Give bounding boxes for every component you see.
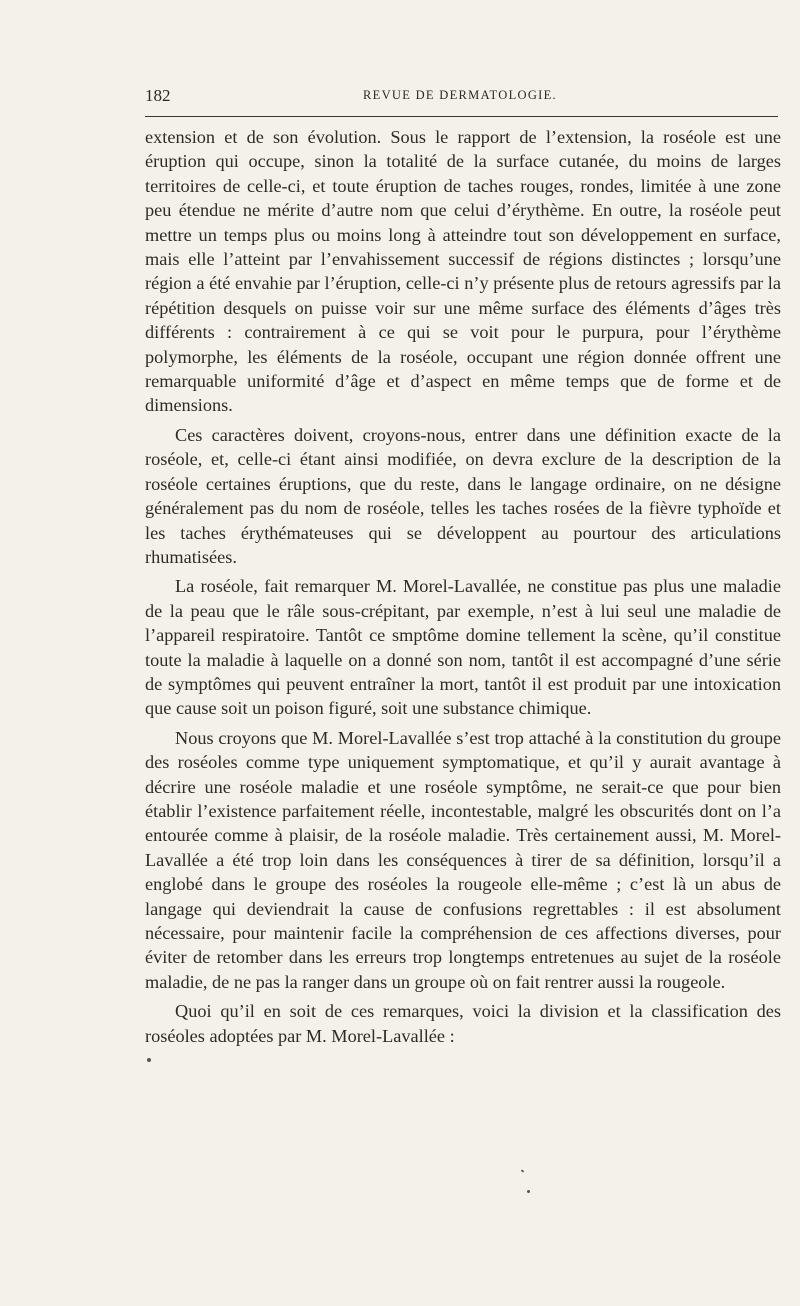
header-rule <box>145 116 778 117</box>
running-head: REVUE DE DERMATOLOGIE. <box>363 88 557 102</box>
paragraph-3: La roséole, fait remarquer M. Morel-Lavallée, ne constitue pas plus une maladie de la peau que le râle sous-crépitant, par exemple, n’est à lui seul une maladie de l’appareil respiratoire. Tantôt ce smptôme domine tellement la scène, qu’il constitue toute la maladie à laquelle on a donné son nom, tantôt il est accompagné d’une série de symptômes qui peuvent entraîner la mort, tantôt il est produit par une intoxication que cause soit un poison figuré, soit une substance chimique. <box>145 576 781 719</box>
page-number: 182 <box>145 86 171 105</box>
paragraph-1: extension et de son évolution. Sous le rapport de l’extension, la roséole est une éruption qui occupe, sinon la totalité de la surface cutanée, du moins de larges territoires de celle-ci, et toute éruption de taches rouges, rondes, limitée à une zone peu étendue ne mérite d’autre nom que celui d’érythème. En outre, la roséole peut mettre un temps plus ou moins long à atteindre tout son développement en surface, mais elle l’atteint par l’envahissement successif de régions distinctes ; lorsqu’une région a été envahie par l’éruption, celle-ci n’y présente plus de retours agressifs par la répétition desquels on puisse voir sur une même surface des éléments d’âges très différents : contrairement à ce qui se voit pour le purpura, pour l’érythème polymorphe, les éléments de la roséole, occupant une région donnée offrent une remarquable uniformité d’âge et d’aspect en même temps que de forme et de dimensions. <box>145 127 781 416</box>
speck <box>527 1190 530 1193</box>
page-header <box>145 86 775 108</box>
body-text <box>145 125 781 1053</box>
speck <box>147 1058 151 1062</box>
paragraph-5: Quoi qu’il en soit de ces remarques, voici la division et la classification des roséoles adoptées par M. Morel-Lavallée : <box>145 1001 781 1046</box>
paragraph-2: Ces caractères doivent, croyons-nous, entrer dans une définition exacte de la roséole, et, celle-ci étant ainsi modifiée, on devra exclure de la description de la roséole certaines éruptions, que du reste, dans le langage ordinaire, on ne désigne généralement pas du nom de roséole, telles les taches rosées de la fièvre typhoïde et les taches érythémateuses qui se développent au pourtour des articulations rhumatisées. <box>145 424 781 567</box>
speck <box>521 1169 525 1172</box>
paragraph-4: Nous croyons que M. Morel-Lavallée s’est trop attaché à la constitution du groupe des roséoles comme type uniquement symptomatique, et qu’il y aurait avantage à décrire une roséole maladie et une roséole symptôme, ne serait-ce que pour bien établir l’existence parfaitement réelle, incontestable, malgré les obscurités dont on l’a entourée comme à plaisir, de la roséole maladie. Très certainement aussi, M. Morel-Lavallée a été trop loin dans les conséquences à tirer de sa définition, lorsqu’il a englobé dans le groupe des roséoles la rougeole elle-même ; c’est là un abus de langage qui deviendrait la cause de confusions regrettables : il est absolument nécessaire, pour maintenir facile la compréhension de ces affections diverses, pour éviter de retomber dans les erreurs trop longtemps entretenues au sujet de la roséole maladie, de ne pas la ranger dans un groupe où on fait rentrer aussi la rougeole. <box>145 727 781 992</box>
